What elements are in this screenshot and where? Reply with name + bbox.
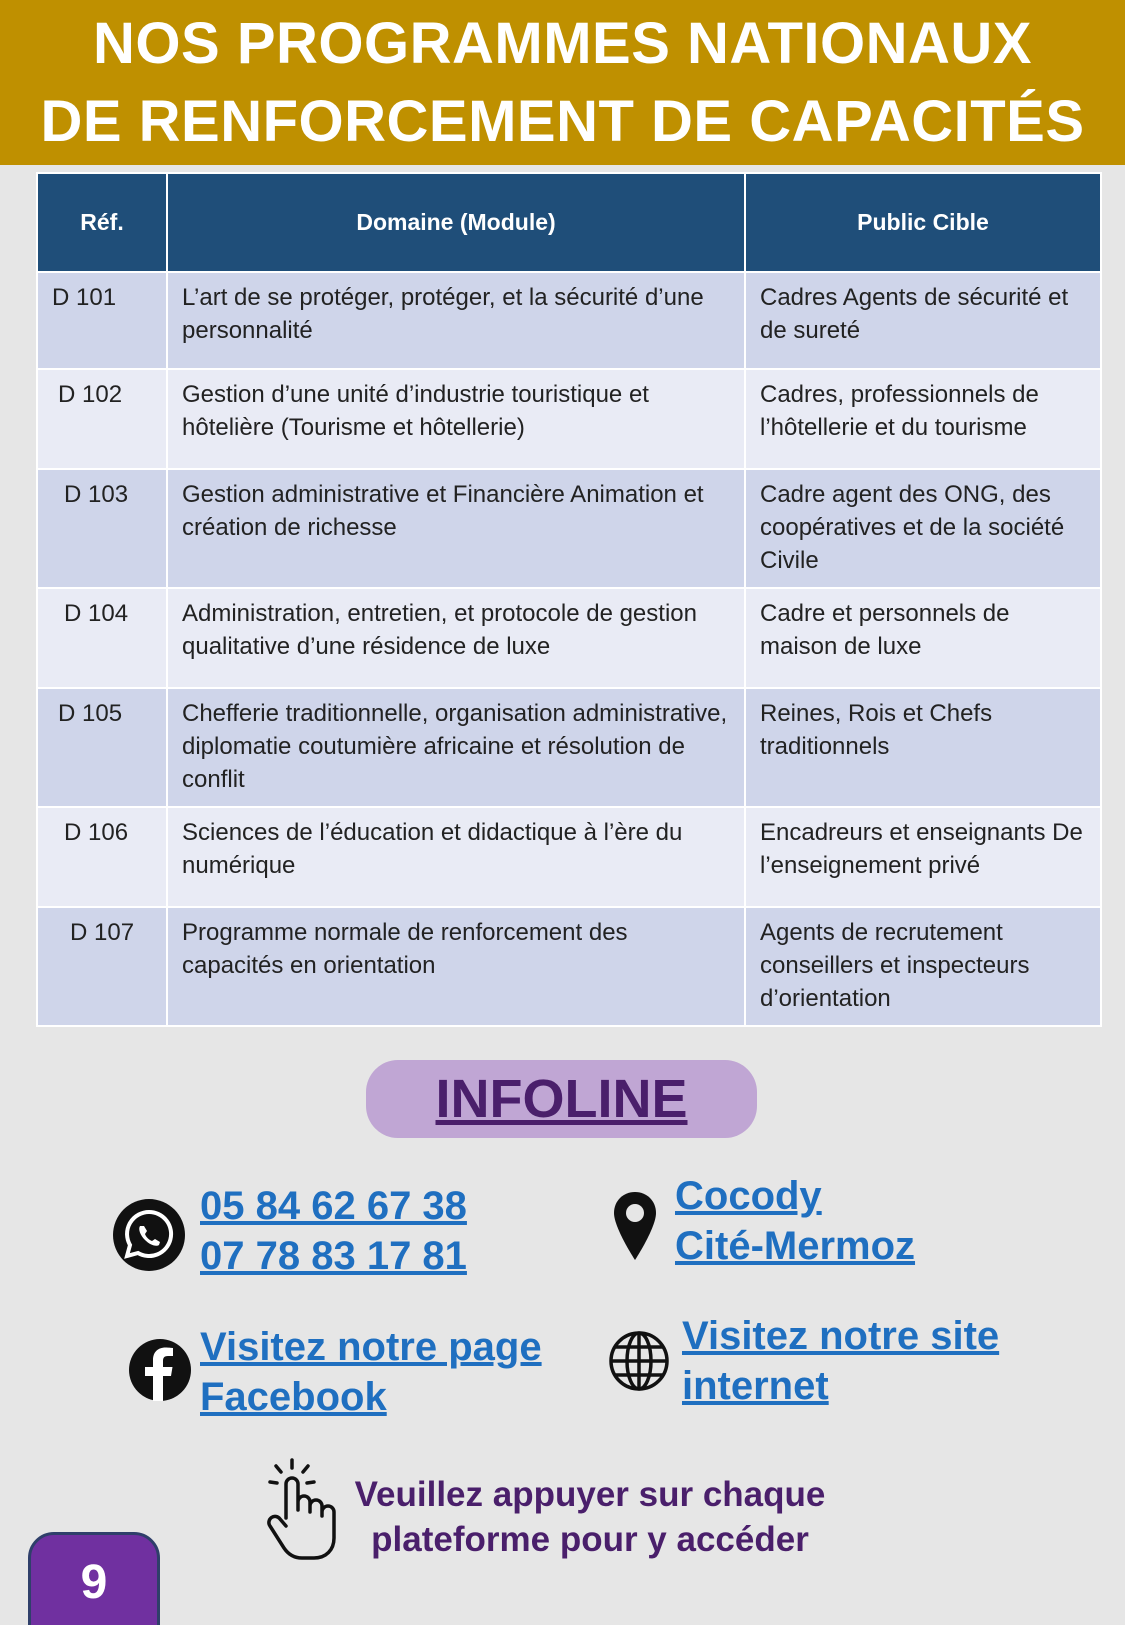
- location-contact: [675, 1171, 915, 1271]
- table-row: [37, 272, 1101, 369]
- table-row: [37, 469, 1101, 588]
- cell-ref: D 104: [37, 588, 167, 688]
- phone-link-2[interactable]: 07 78 83 17 81: [200, 1234, 467, 1278]
- page-number-badge: 9: [28, 1532, 160, 1625]
- location-pin-icon: [612, 1190, 658, 1262]
- header-title-line-1: NOS PROGRAMMES NATIONAUX: [93, 10, 1032, 76]
- cell-domaine: Gestion administrative et Financière Animation et création de richesse: [167, 469, 745, 588]
- website-link-1[interactable]: Visitez notre site: [682, 1314, 1000, 1358]
- cell-domaine: Administration, entretien, et protocole de gestion qualitative d’une résidence de luxe: [167, 588, 745, 688]
- header-title-line-2: DE RENFORCEMENT DE CAPACITÉS: [40, 88, 1085, 154]
- column-header-ref: Réf.: [37, 173, 167, 272]
- hint-line-2: plateforme pour y accéder: [371, 1520, 809, 1559]
- cell-public: Encadreurs et enseignants De l’enseignement privé: [745, 807, 1101, 907]
- phone-link-1[interactable]: 05 84 62 67 38: [200, 1184, 467, 1228]
- cell-ref: D 101: [37, 272, 167, 369]
- website-link-2[interactable]: internet: [682, 1364, 829, 1408]
- table-row: [37, 807, 1101, 907]
- programs-table-wrapper: [36, 172, 1100, 1027]
- hand-pointer-icon: [262, 1458, 342, 1562]
- table-row: [37, 688, 1101, 807]
- cell-public: Reines, Rois et Chefs traditionnels: [745, 688, 1101, 807]
- cell-ref: D 105: [37, 688, 167, 807]
- cell-ref: D 106: [37, 807, 167, 907]
- globe-icon: [608, 1330, 670, 1392]
- infoline-label: INFOLINE: [435, 1069, 688, 1129]
- facebook-link-1[interactable]: Visitez notre page: [200, 1325, 542, 1369]
- location-link-1[interactable]: Cocody: [675, 1174, 822, 1218]
- table-row: [37, 907, 1101, 1026]
- facebook-link-2[interactable]: Facebook: [200, 1375, 387, 1419]
- location-link-2[interactable]: Cité-Mermoz: [675, 1224, 916, 1268]
- column-header-public: Public Cible: [745, 173, 1101, 272]
- page-header: [0, 0, 1125, 165]
- hint-line-1: Veuillez appuyer sur chaque: [354, 1475, 826, 1514]
- website-contact: [682, 1311, 999, 1411]
- programs-table: [36, 172, 1102, 1027]
- cell-domaine: Sciences de l’éducation et didactique à l’ère du numérique: [167, 807, 745, 907]
- cell-public: Cadres Agents de sécurité et de sureté: [745, 272, 1101, 369]
- cell-public: Agents de recrutement conseillers et inspecteurs d’orientation: [745, 907, 1101, 1026]
- facebook-contact: [200, 1322, 542, 1422]
- table-row: [37, 588, 1101, 688]
- facebook-icon: [128, 1338, 192, 1402]
- cell-public: Cadre agent des ONG, des coopératives et de la société Civile: [745, 469, 1101, 588]
- cell-public: Cadre et personnels de maison de luxe: [745, 588, 1101, 688]
- table-row: [37, 369, 1101, 469]
- column-header-domaine: Domaine (Module): [167, 173, 745, 272]
- cell-domaine: Chefferie traditionnelle, organisation administrative, diplomatie coutumière africaine et résolution de conflit: [167, 688, 745, 807]
- cell-ref: D 107: [37, 907, 167, 1026]
- table-header-row: [37, 173, 1101, 272]
- cell-ref: D 102: [37, 369, 167, 469]
- cell-domaine: Gestion d’une unité d’industrie touristique et hôtelière (Tourisme et hôtellerie): [167, 369, 745, 469]
- cell-ref: D 103: [37, 469, 167, 588]
- cell-public: Cadres, professionnels de l’hôtellerie et du tourisme: [745, 369, 1101, 469]
- whatsapp-icon: [112, 1198, 186, 1272]
- cell-domaine: Programme normale de renforcement des capacités en orientation: [167, 907, 745, 1026]
- infoline-banner: [366, 1060, 757, 1138]
- cell-domaine: L’art de se protéger, protéger, et la sécurité d’une personnalité: [167, 272, 745, 369]
- access-hint: [340, 1472, 840, 1562]
- phone-contact: [200, 1181, 467, 1281]
